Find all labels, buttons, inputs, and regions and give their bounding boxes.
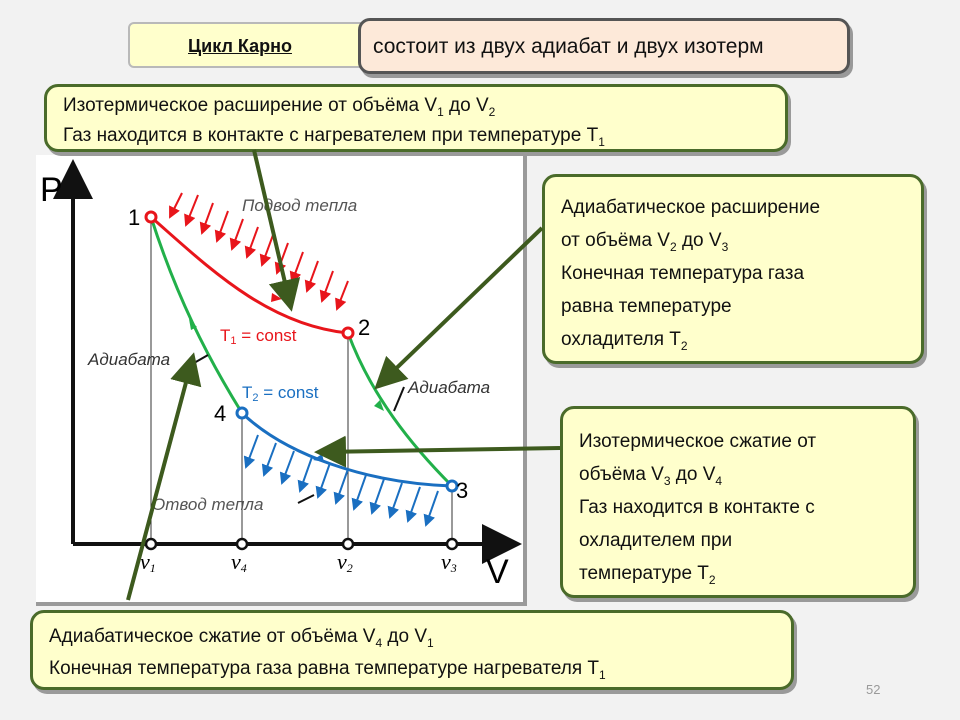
connector-adiabatic-expansion	[380, 228, 542, 384]
p-axis-label: P	[40, 171, 63, 209]
tick-label-v3: v3	[441, 549, 457, 575]
callout-line: Конечная температура газа равна температуре нагревателя $T_1$	[49, 658, 606, 682]
callout-line: от объёма $V_2$ до $V_3$	[561, 230, 729, 254]
connector-isothermal-expansion	[254, 150, 290, 304]
callout-line: охладителя $T_2$	[561, 329, 688, 353]
callout-line: Конечная температура газа	[561, 263, 805, 284]
tick-label-v4: v4	[231, 549, 247, 575]
callout-line: равна температуре	[561, 296, 732, 317]
adiabat-right-label: Адиабата	[408, 378, 491, 397]
tick-label-v1: v1	[140, 549, 156, 575]
callout-line: Газ находится в контакте с	[579, 497, 815, 518]
connector-adiabatic-compression	[128, 360, 192, 600]
v-axis-label: V	[486, 553, 509, 591]
callout-line: Газ находится в контакте с нагревателем при температуре $T_1$	[63, 125, 605, 149]
t1-const-label: T1 = const	[220, 326, 297, 347]
callout-line: Адиабатическое расширение	[561, 197, 821, 218]
callout-line: объёма $V_3$ до $V_4$	[579, 464, 723, 488]
callout-line: Изотермическое сжатие от	[579, 431, 817, 452]
heat-out-label: Отвод тепла	[152, 495, 264, 514]
callout-line: температуре $T_2$	[579, 563, 716, 587]
point-4-label: 4	[214, 401, 227, 426]
page-number: 52	[866, 682, 881, 697]
point-1-label: 1	[128, 205, 141, 230]
subtitle-text: состоит из двух адиабат и двух изотерм	[373, 35, 764, 58]
adiabat-left-label: Адиабата	[88, 350, 171, 369]
callout-line: охладителем при	[579, 530, 733, 551]
callout-line: Изотермическое расширение от объёма $V_1$ до $V_2$	[63, 95, 496, 119]
point-3-label: 3	[456, 478, 469, 503]
t2-const-label: T2 = const	[242, 383, 319, 404]
title-text: Цикл Карно	[188, 36, 292, 56]
connector-isothermal-compression	[322, 448, 560, 452]
point-2-label: 2	[358, 315, 371, 340]
tick-label-v2: v2	[337, 549, 353, 575]
heat-in-label: Подвод тепла	[242, 196, 358, 215]
callout-line: Адиабатическое сжатие от объёма $V_4$ до $V_1$	[49, 626, 434, 650]
